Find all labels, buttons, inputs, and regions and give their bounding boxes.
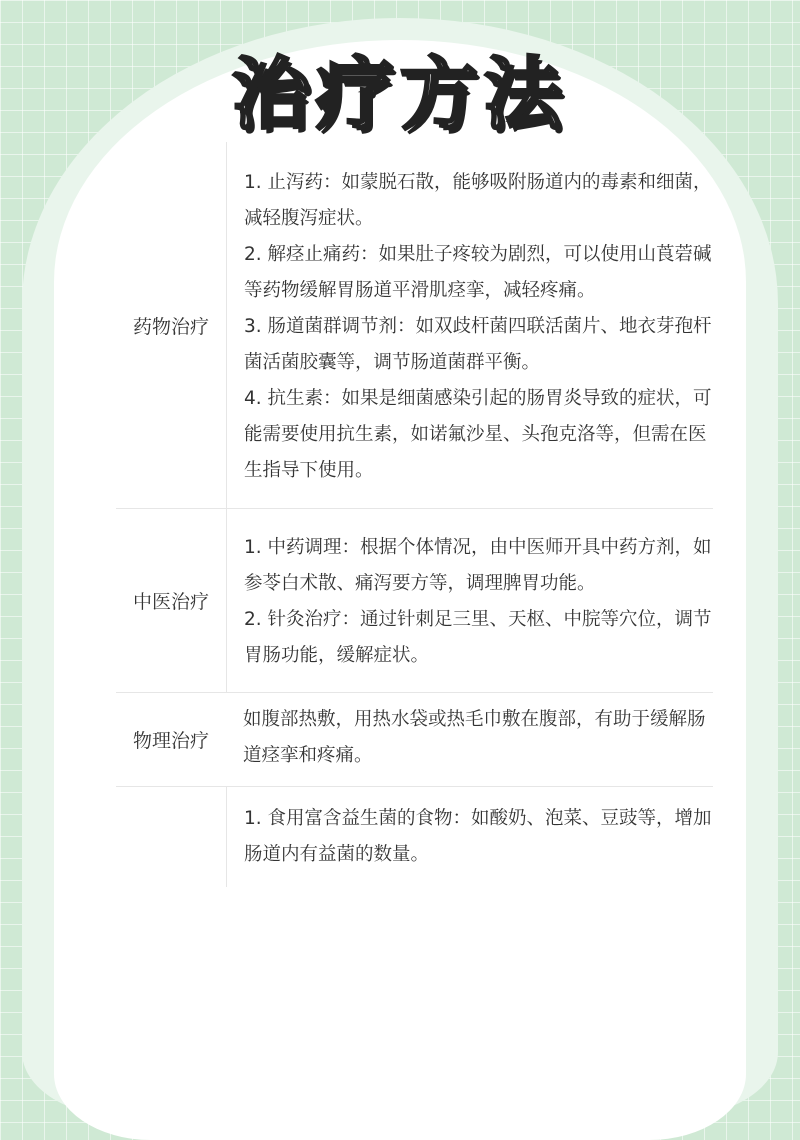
- content-line: 1. 中药调理：根据个体情况，由中医师开具中药方剂，如: [244, 537, 712, 558]
- row-content: [227, 509, 730, 692]
- table-row-diet: [116, 787, 713, 887]
- row-content: [226, 693, 724, 786]
- row-category: 物理治疗: [132, 730, 209, 752]
- page-title: 治疗方法: [231, 50, 568, 140]
- content-line: 2. 解痉止痛药：如果肚子疼较为剧烈，可以使用山莨菪碱: [244, 244, 712, 265]
- row-category: [116, 787, 227, 887]
- content-line: 道痉挛和疼痛。: [243, 745, 373, 766]
- treatment-table: [116, 142, 713, 887]
- content-line: 减轻腹泻症状。: [244, 208, 374, 229]
- table-row-physical: [116, 693, 713, 787]
- content-line: 参苓白术散、痛泻要方等，调理脾胃功能。: [244, 573, 596, 594]
- table-row-tcm: [116, 509, 713, 693]
- content-line: 菌活菌胶囊等，调节肠道菌群平衡。: [244, 352, 541, 373]
- content-line: 3. 肠道菌群调节剂：如双歧杆菌四联活菌片、地衣芽孢杆: [244, 316, 712, 337]
- row-category: 药物治疗: [116, 142, 227, 508]
- content-line: 4. 抗生素：如果是细菌感染引起的肠胃炎导致的症状，可: [244, 388, 712, 409]
- content-line: 胃肠功能，缓解症状。: [244, 645, 430, 666]
- row-content: [227, 787, 730, 887]
- table-row-drug: [116, 142, 713, 509]
- content-line: 能需要使用抗生素，如诺氟沙星、头孢克洛等，但需在医: [244, 424, 707, 445]
- content-line: 肠道内有益菌的数量。: [244, 844, 430, 865]
- row-content: [227, 142, 730, 508]
- content-line: 如腹部热敷，用热水袋或热毛巾敷在腹部，有助于缓解肠: [243, 709, 706, 730]
- content-line: 1. 止泻药：如蒙脱石散，能够吸附肠道内的毒素和细菌，: [244, 172, 712, 193]
- content-line: 等药物缓解胃肠道平滑肌痉挛，减轻疼痛。: [244, 280, 596, 301]
- content-line: 生指导下使用。: [244, 460, 374, 481]
- content-line: 2. 针灸治疗：通过针刺足三里、天枢、中脘等穴位，调节: [244, 609, 712, 630]
- row-category: 中医治疗: [116, 509, 227, 692]
- content-line: 1. 食用富含益生菌的食物：如酸奶、泡菜、豆豉等，增加: [244, 808, 712, 829]
